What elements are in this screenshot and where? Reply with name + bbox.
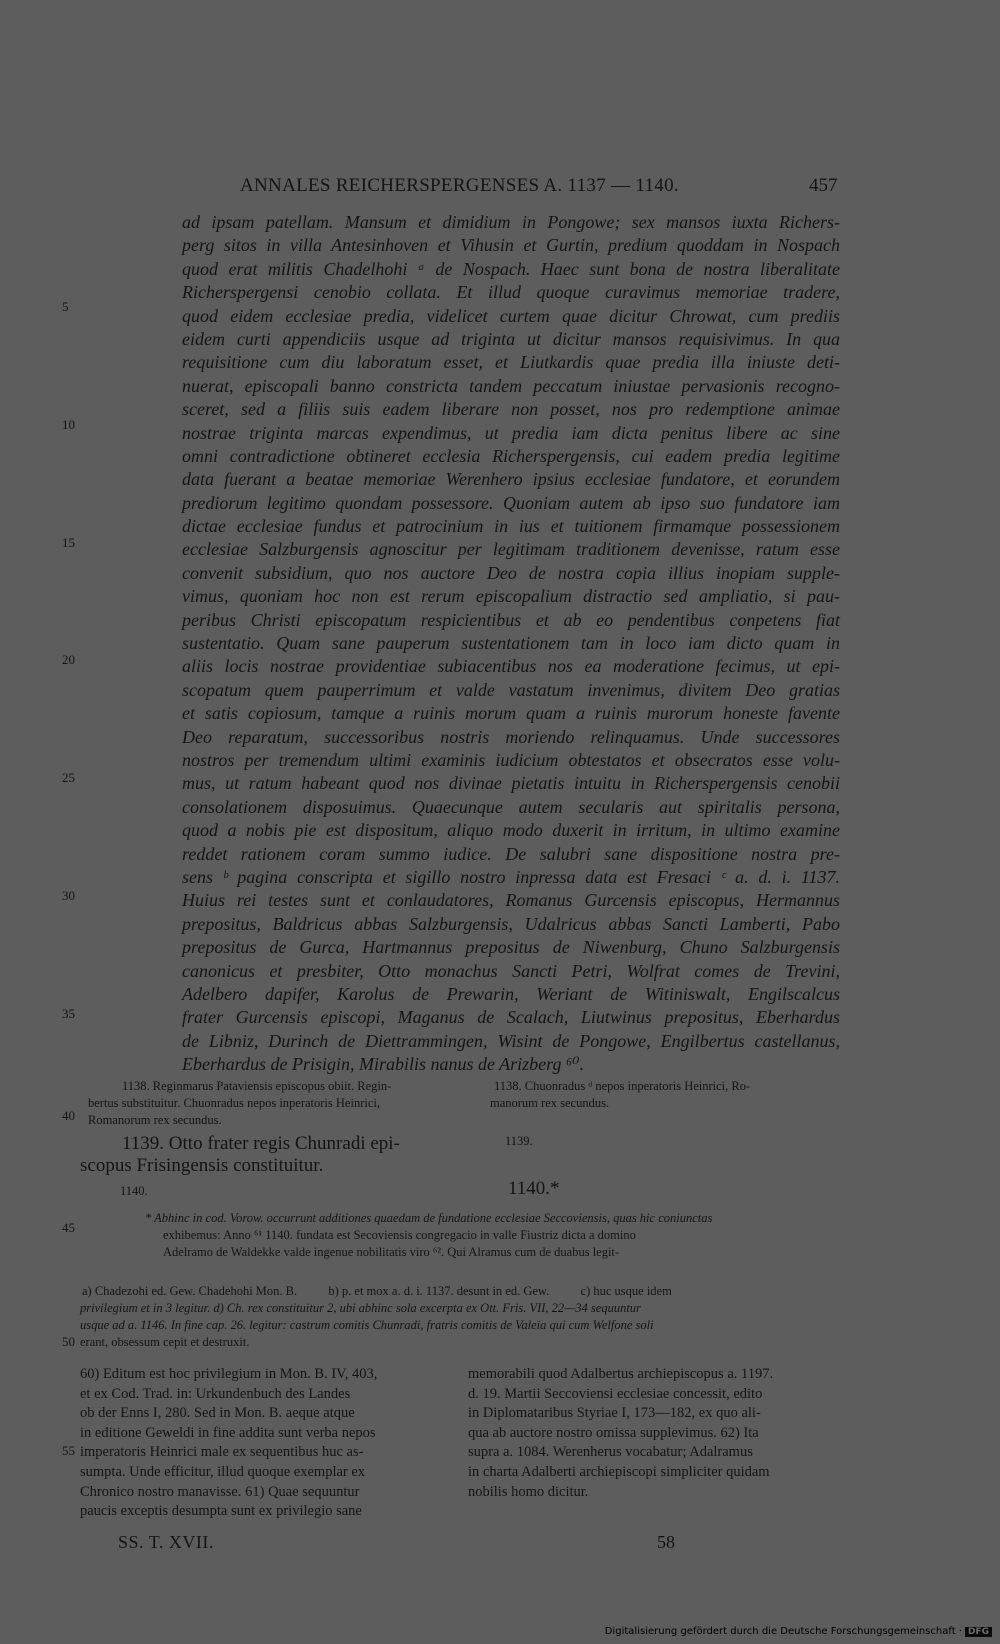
main-text-line: requisitione cum diu laboratum esset, et Liutkardis quae predia illa iniuste deti- [182, 352, 840, 373]
annal-1138-left-line: Romanorum rex secundus. [88, 1113, 222, 1127]
main-text-line: reddet rationem coram summo iudice. De salubri sane dispositione nostra pre- [182, 843, 840, 864]
main-text-line: omni contradictione obtineret ecclesia Richerspergensis, cui eadem predia legitime [182, 445, 840, 466]
footnote-line: a) Chadezohi ed. Gew. Chadehohi Mon. B. b) p. et mox a. d. i. 1137. desunt in ed. Gew. c) huc usque idem [82, 1284, 672, 1298]
note-line: sumpta. Unde efficitur, illud quoque exemplar ex [80, 1463, 366, 1480]
annal-1139-left-line: scopus Frisingensis constituitur. [80, 1155, 324, 1176]
main-text-line: vimus, quoniam hoc non est rerum episcopalium distractio sed ampliatio, si pau- [182, 586, 840, 607]
main-text-line: scopatum quem pauperrimum et valde vastatum invenimus, divitem Deo gratias [182, 679, 840, 700]
main-text-line: et satis copiosum, tamque a ruinis morum quam a ruinis murorum honeste favente [182, 703, 840, 724]
main-text-line: Richerspergensi cenobio collata. Et illud quoque curavimus memoriae tradere, [182, 282, 840, 303]
main-text-line: nostrae triginta marcas expendimus, ut predia iam dicta penitus libere ac sine [182, 422, 840, 443]
dfg-logo: DFG [965, 1627, 992, 1637]
page-number: 457 [809, 175, 838, 196]
star-note-line: Adelramo de Waldekke valde ingenue nobilitatis viro ⁶². Qui Alramus cum de duabus legit- [163, 1245, 620, 1259]
main-text-line: convenit subsidium, quo nos auctore Deo de nostra copia illius inopiam supple- [182, 562, 840, 583]
margin-line-number: 10 [62, 417, 75, 432]
annal-1140-left-year: 1140. [120, 1184, 148, 1198]
main-text-line: nostros per tremendum ultimi examinis iudicium obtestatos et obsecratos esse volu- [182, 749, 840, 770]
note-line: in charta Adalberti archiepiscopi simpliciter quidam [468, 1463, 770, 1480]
main-text-line: canonicus et presbiter, Otto monachus Sancti Petri, Wolfrat comes de Trevini, [182, 960, 840, 981]
main-text-line: quod eidem ecclesiae predia, videlicet curtem quae dicitur Chrowat, cum prediis [182, 305, 840, 326]
annal-1138-right-line: manorum rex secundus. [490, 1096, 610, 1110]
notes-right-column [468, 1365, 848, 1502]
margin-line-number: 15 [62, 535, 75, 550]
annal-1139-left-line: 1139. Otto frater regis Chunradi epi- [122, 1133, 400, 1154]
star-note-line: * Abhinc in cod. Vorow. occurrunt additiones quaedam de fundatione ecclesiae Seccoviensis, quas hic coniunctas [145, 1211, 713, 1225]
annal-1138-left-line: bertus substituitur. Chuonradus nepos inperatoris Heinrici, [88, 1096, 380, 1110]
dfg-credit-text: Digitalisierung gefördert durch die Deutsche Forschungsgemeinschaft · [604, 1626, 962, 1637]
annal-1138-right-line: 1138. Chuonradus ᵈ nepos inperatoris Heinrici, Ro- [494, 1079, 751, 1093]
lettered-footnotes [80, 1283, 850, 1351]
annal-1138-left-line: 1138. Reginmarus Pataviensis episcopus obiit. Regin- [122, 1079, 392, 1093]
main-text-line: quod erat militis Chadelhohi ᵃ de Nospach. Haec sunt bona de nostra liberalitate [182, 258, 840, 279]
note-line: et ex Cod. Trad. in: Urkundenbuch des Landes [80, 1385, 351, 1402]
annal-1138-right [490, 1078, 850, 1112]
main-text-line: consolationem disposuimus. Quaecunque autem secularis aut spiritalis persona, [182, 796, 840, 817]
dfg-credit [605, 1626, 992, 1637]
volume-signature: SS. T. XVII. [118, 1532, 214, 1552]
margin-line-number: 55 [62, 1443, 75, 1458]
note-line: Chronico nostro manavisse. 61) Quae sequuntur [80, 1483, 360, 1500]
note-line: in Diplomataribus Styriae I, 173—182, ex quo ali- [468, 1405, 761, 1422]
main-text-line: eidem curti appendiciis usque ad triginta ut dicitur mansos requisivimus. In qua [182, 328, 840, 349]
main-text-line: Deo reparatum, successoribus nostris moriendo relinquamus. Unde successores [182, 726, 840, 747]
main-text-line: ecclesiae Salzburgensis agnoscitur per legitimam traditionem devenisse, ratum esse [182, 539, 840, 560]
annal-1139-right-year: 1139. [505, 1134, 533, 1148]
main-text-line: sceret, sed a filiis suis eadem liberare non posset, nos pro redemptione animae [182, 399, 840, 420]
main-text-line: data fuerant a beatae memoriae Werenhero ipsius ecclesiae fundatore, et eorundem [182, 469, 840, 490]
annal-1140-right-year: 1140.* [508, 1178, 560, 1199]
main-text-line: sustentatio. Quam sane pauperum sustentationem tam in loco iam dicto quam in [182, 633, 840, 654]
main-text-line: sens ᵇ pagina conscripta et sigillo nostro inpressa data est Fresaci ᶜ a. d. i. 1137. [182, 866, 840, 887]
note-line: d. 19. Martii Seccoviensi ecclesiae concessit, edito [468, 1385, 763, 1402]
note-line: imperatoris Heinrici male ex sequentibus huc as- [80, 1444, 364, 1461]
main-text-line: prepositus de Gurca, Hartmannus prepositus de Niwenburg, Chuno Salzburgensis [182, 937, 840, 958]
main-text-line: Eberhardus de Prisigin, Mirabilis nanus de Arizberg ⁶⁰. [182, 1054, 584, 1075]
main-text-line: ad ipsam patellam. Mansum et dimidium in Pongowe; sex mansos iuxta Richers- [182, 212, 840, 232]
note-line: in editione Geweldi in fine addita sunt verba nepos [80, 1424, 376, 1441]
main-text [182, 211, 840, 1076]
main-text-line: Huius rei testes sunt et conlaudatores, Romanus Gurcensis episcopus, Hermannus [182, 890, 840, 911]
margin-line-number: 35 [62, 1006, 75, 1021]
margin-line-number: 25 [62, 770, 75, 785]
main-text-line: frater Gurcensis episcopi, Maganus de Scalach, Liutwinus prepositus, Eberhardus [182, 1007, 840, 1028]
main-text-line: Adelbero dapifer, Karolus de Prewarin, Weriant de Witiniswalt, Engilscalcus [182, 983, 840, 1004]
main-text-line: mus, ut ratum habeant quod nos divinae pietatis intuitu in Richerspergensis cenobii [182, 773, 840, 794]
main-text-line: aliis locis nostrae providentiae subiacentibus nos ea moderatione fecimus, ut epi- [182, 656, 840, 677]
star-note [145, 1210, 845, 1261]
footnote-line: privilegium et in 3 legitur. d) Ch. rex constituitur 2, ubi abhinc sola excerpta ex Ott. Fris. VII, 22—34 sequuntur [80, 1301, 641, 1315]
main-text-line: peribus Christi episcopatum respicientibus et ab eo pendentibus conpetens fiat [182, 609, 840, 630]
main-text-line: nuerat, episcopali banno constricta tandem peccatum iniustae pervasionis recogno- [182, 375, 840, 396]
note-line: qua ab auctore nostro omissa supplevimus. 62) Ita [468, 1424, 759, 1441]
margin-line-number: 45 [62, 1220, 75, 1235]
main-text-line: quod a nobis pie est dispositum, aliquo modo duxerit in irritum, in ultimo examine [182, 820, 840, 841]
main-text-line: dictae ecclesiae fundus et patrocinium in ius et tuitionem firmamque possessionem [182, 516, 840, 537]
annal-1139-left [80, 1133, 460, 1177]
note-line: ob der Enns I, 280. Sed in Mon. B. aeque atque [80, 1405, 355, 1422]
main-text-line: perg sitos in villa Antesinhoven et Vihusin et Gurtin, predium quoddam in Nospach [182, 235, 840, 256]
main-text-line: prepositus, Baldricus abbas Salzburgensis, Udalricus abbas Sancti Lamberti, Pabo [182, 913, 840, 934]
footnote-line: erant, obsessum cepit et destruxit. [80, 1335, 250, 1349]
star-note-line: exhibemus: Anno ⁶¹ 1140. fundata est Secoviensis congregacio in valle Fiustriz dicta a domino [163, 1228, 636, 1242]
note-line: 60) Editum est hoc privilegium in Mon. B. IV, 403, [80, 1366, 378, 1382]
sheet-number: 58 [657, 1532, 675, 1552]
running-title: ANNALES REICHERSPERGENSES A. 1137 — 1140. [240, 175, 679, 196]
margin-line-number: 20 [62, 652, 75, 667]
notes-left-column [80, 1365, 450, 1522]
note-line: paucis exceptis desumpta sunt ex privilegio sane [80, 1503, 362, 1520]
footnote-line: usque ad a. 1146. In fine cap. 26. legitur: castrum comitis Chunradi, fratris comitis de Valeia qui cum Welfone soli [80, 1318, 654, 1332]
note-line: nobilis homo dicitur. [468, 1483, 589, 1500]
annal-1138-left [88, 1078, 453, 1129]
margin-line-number: 5 [62, 299, 69, 314]
margin-line-number: 50 [62, 1334, 75, 1349]
note-line: memorabili quod Adalbertus archiepiscopus a. 1197. [468, 1366, 774, 1382]
margin-line-number: 40 [62, 1108, 75, 1123]
note-line: supra a. 1084. Werenherus vocabatur; Adalramus [468, 1444, 753, 1461]
main-text-line: de Libniz, Durinch de Diettrammingen, Wisint de Pongowe, Engilbertus castellanus, [182, 1030, 840, 1051]
main-text-line: prediorum legitimo quondam possessore. Quoniam autem ab ipso suo fundatore iam [182, 492, 840, 513]
margin-line-number: 30 [62, 888, 75, 903]
